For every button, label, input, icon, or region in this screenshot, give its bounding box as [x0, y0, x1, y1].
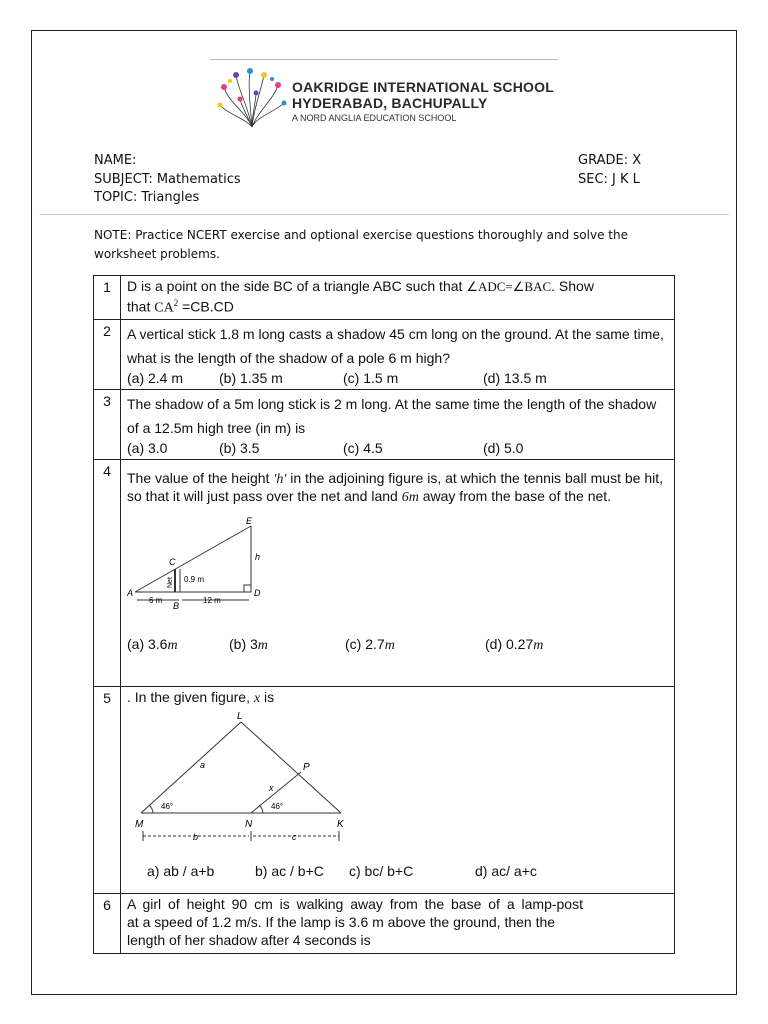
school-name-line1: OAKRIDGE INTERNATIONAL SCHOOL — [292, 79, 554, 95]
q5-text-a: . In the given figure, — [127, 688, 254, 705]
note-text: NOTE: Practice NCERT exercise and optional exercise questions thoroughly and solve the worksheet problems. — [94, 228, 628, 261]
question-table — [93, 275, 675, 954]
q5-option-d: d) ac/ a+c — [475, 862, 537, 879]
question-body — [121, 686, 675, 893]
question-number: 1 — [94, 276, 121, 320]
q4-label-b: B — [173, 600, 180, 611]
question-row — [94, 893, 675, 953]
q5-angle-m: 46° — [161, 801, 174, 811]
q5-text — [127, 689, 668, 707]
q5-option-c: c) bc/ b+C — [349, 862, 414, 879]
question-row — [94, 389, 675, 459]
q3-option-c: (c) 4.5 — [343, 439, 383, 456]
q5-label-k: K — [337, 818, 344, 830]
subject-label: SUBJECT: Mathematics — [94, 172, 241, 187]
topic-label: TOPIC: Triangles — [94, 190, 200, 205]
section-label: SEC: J K L — [578, 172, 640, 187]
q4-six-m: 6m — [401, 489, 419, 505]
q5-text-b: is — [260, 688, 275, 705]
q2-option-c: (c) 1.5 m — [343, 369, 399, 386]
q4-text — [127, 470, 668, 506]
q4-option-d: (d) 0.27m — [485, 635, 544, 653]
question-body — [121, 459, 675, 686]
q5-figure — [127, 709, 367, 849]
q2-option-d: (d) 13.5 m — [483, 369, 547, 386]
question-row — [94, 459, 675, 686]
q4-label-bd: 12 m — [203, 595, 221, 605]
question-number: 4 — [94, 459, 121, 686]
q5-x: x — [253, 690, 261, 706]
grade-label: GRADE: X — [578, 153, 642, 168]
q1-text: D is a point on the side BC of a triangle ABC such that — [127, 278, 467, 294]
q5-label-b: b — [193, 831, 199, 842]
q4-label-a: A — [127, 587, 134, 598]
q1-text-c: that — [127, 298, 155, 315]
q5-option-b: b) ac / b+C — [255, 862, 324, 879]
header-rule — [210, 59, 558, 60]
question-body — [121, 389, 675, 459]
q4-label-e: E — [246, 515, 253, 526]
q5-label-m: M — [135, 818, 144, 830]
question-body — [121, 319, 675, 389]
q5-angle-n: 46° — [271, 801, 284, 811]
section-divider — [40, 214, 729, 215]
q4-label-net-height: 0.9 m — [184, 574, 205, 584]
q1-text-d: =CB.CD — [178, 298, 234, 315]
q4-figure — [127, 516, 297, 616]
q1-text-b: . Show — [551, 278, 594, 294]
q5-label-l: L — [237, 710, 243, 722]
school-name-block — [292, 79, 554, 125]
q4-text-a: The value of the height — [127, 469, 274, 486]
q4-label-ab: 6 m — [149, 595, 163, 605]
question-number: 3 — [94, 389, 121, 459]
q1-angle-math: ∠ADC=∠BAC — [466, 279, 552, 294]
q3-option-d: (d) 5.0 — [483, 439, 524, 456]
q2-option-b: (b) 1.35 m — [219, 369, 283, 386]
q2-option-a: (a) 2.4 m — [127, 369, 184, 386]
q3-text: The shadow of a 5m long stick is 2 m long. At the same time the length of the shadow of a 12.5m high tree (in m) is — [127, 395, 657, 436]
q4-h: 'h' — [273, 471, 287, 487]
question-body — [121, 276, 675, 320]
q4-option-a: (a) 3.6m — [127, 635, 178, 653]
q4-label-h: h — [255, 551, 261, 562]
question-row — [94, 319, 675, 389]
q4-text-c: away from the base of the net. — [418, 487, 612, 504]
school-tagline: A NORD ANGLIA EDUCATION SCHOOL — [292, 113, 457, 123]
q3-option-b: (b) 3.5 — [219, 439, 260, 456]
q5-label-c: c — [292, 831, 297, 842]
q1-exponent: 2 — [173, 298, 179, 308]
question-number: 2 — [94, 319, 121, 389]
q5-options — [127, 863, 668, 879]
q5-label-a: a — [200, 759, 206, 770]
school-logo-icon — [216, 67, 288, 129]
question-row — [94, 276, 675, 320]
q3-option-a: (a) 3.0 — [127, 439, 168, 456]
q5-option-a: a) ab / a+b — [147, 862, 215, 879]
q4-label-c: C — [169, 556, 176, 567]
q6-line2: at a speed of 1.2 m/s. If the lamp is 3.6 m above the ground, then the — [127, 913, 556, 930]
q2-options — [127, 370, 668, 387]
q4-label-net: Net — [167, 576, 174, 588]
q4-option-c: (c) 2.7m — [345, 635, 395, 653]
q6-line3: length of her shadow after 4 seconds is — [127, 931, 371, 948]
q3-options — [127, 440, 668, 457]
school-name-line2: HYDERABAD, BACHUPALLY — [292, 95, 488, 111]
question-number: 6 — [94, 893, 121, 953]
q4-options — [127, 636, 668, 654]
q2-text: A vertical stick 1.8 m long casts a shadow 45 cm long on the ground. At the same time, what is the length of the shadow of a pole 6 m high? — [127, 325, 664, 366]
q1-ca: CA — [154, 300, 174, 316]
name-label: NAME: — [94, 153, 137, 168]
q5-label-n: N — [245, 818, 253, 830]
q6-line1: A girl of height 90 cm is walking away from the base of a lamp-post — [127, 895, 583, 912]
question-number: 5 — [94, 686, 121, 893]
q4-text-b: in the adjoining figure is, at which the tennis ball must be hit, so that it will just pass over the net and land — [127, 469, 663, 504]
q4-option-b: (b) 3m — [229, 635, 268, 653]
q5-label-x: x — [269, 782, 274, 793]
q5-label-p: P — [303, 761, 310, 773]
question-body — [121, 893, 675, 953]
question-row — [94, 686, 675, 893]
q4-label-d: D — [254, 587, 261, 598]
